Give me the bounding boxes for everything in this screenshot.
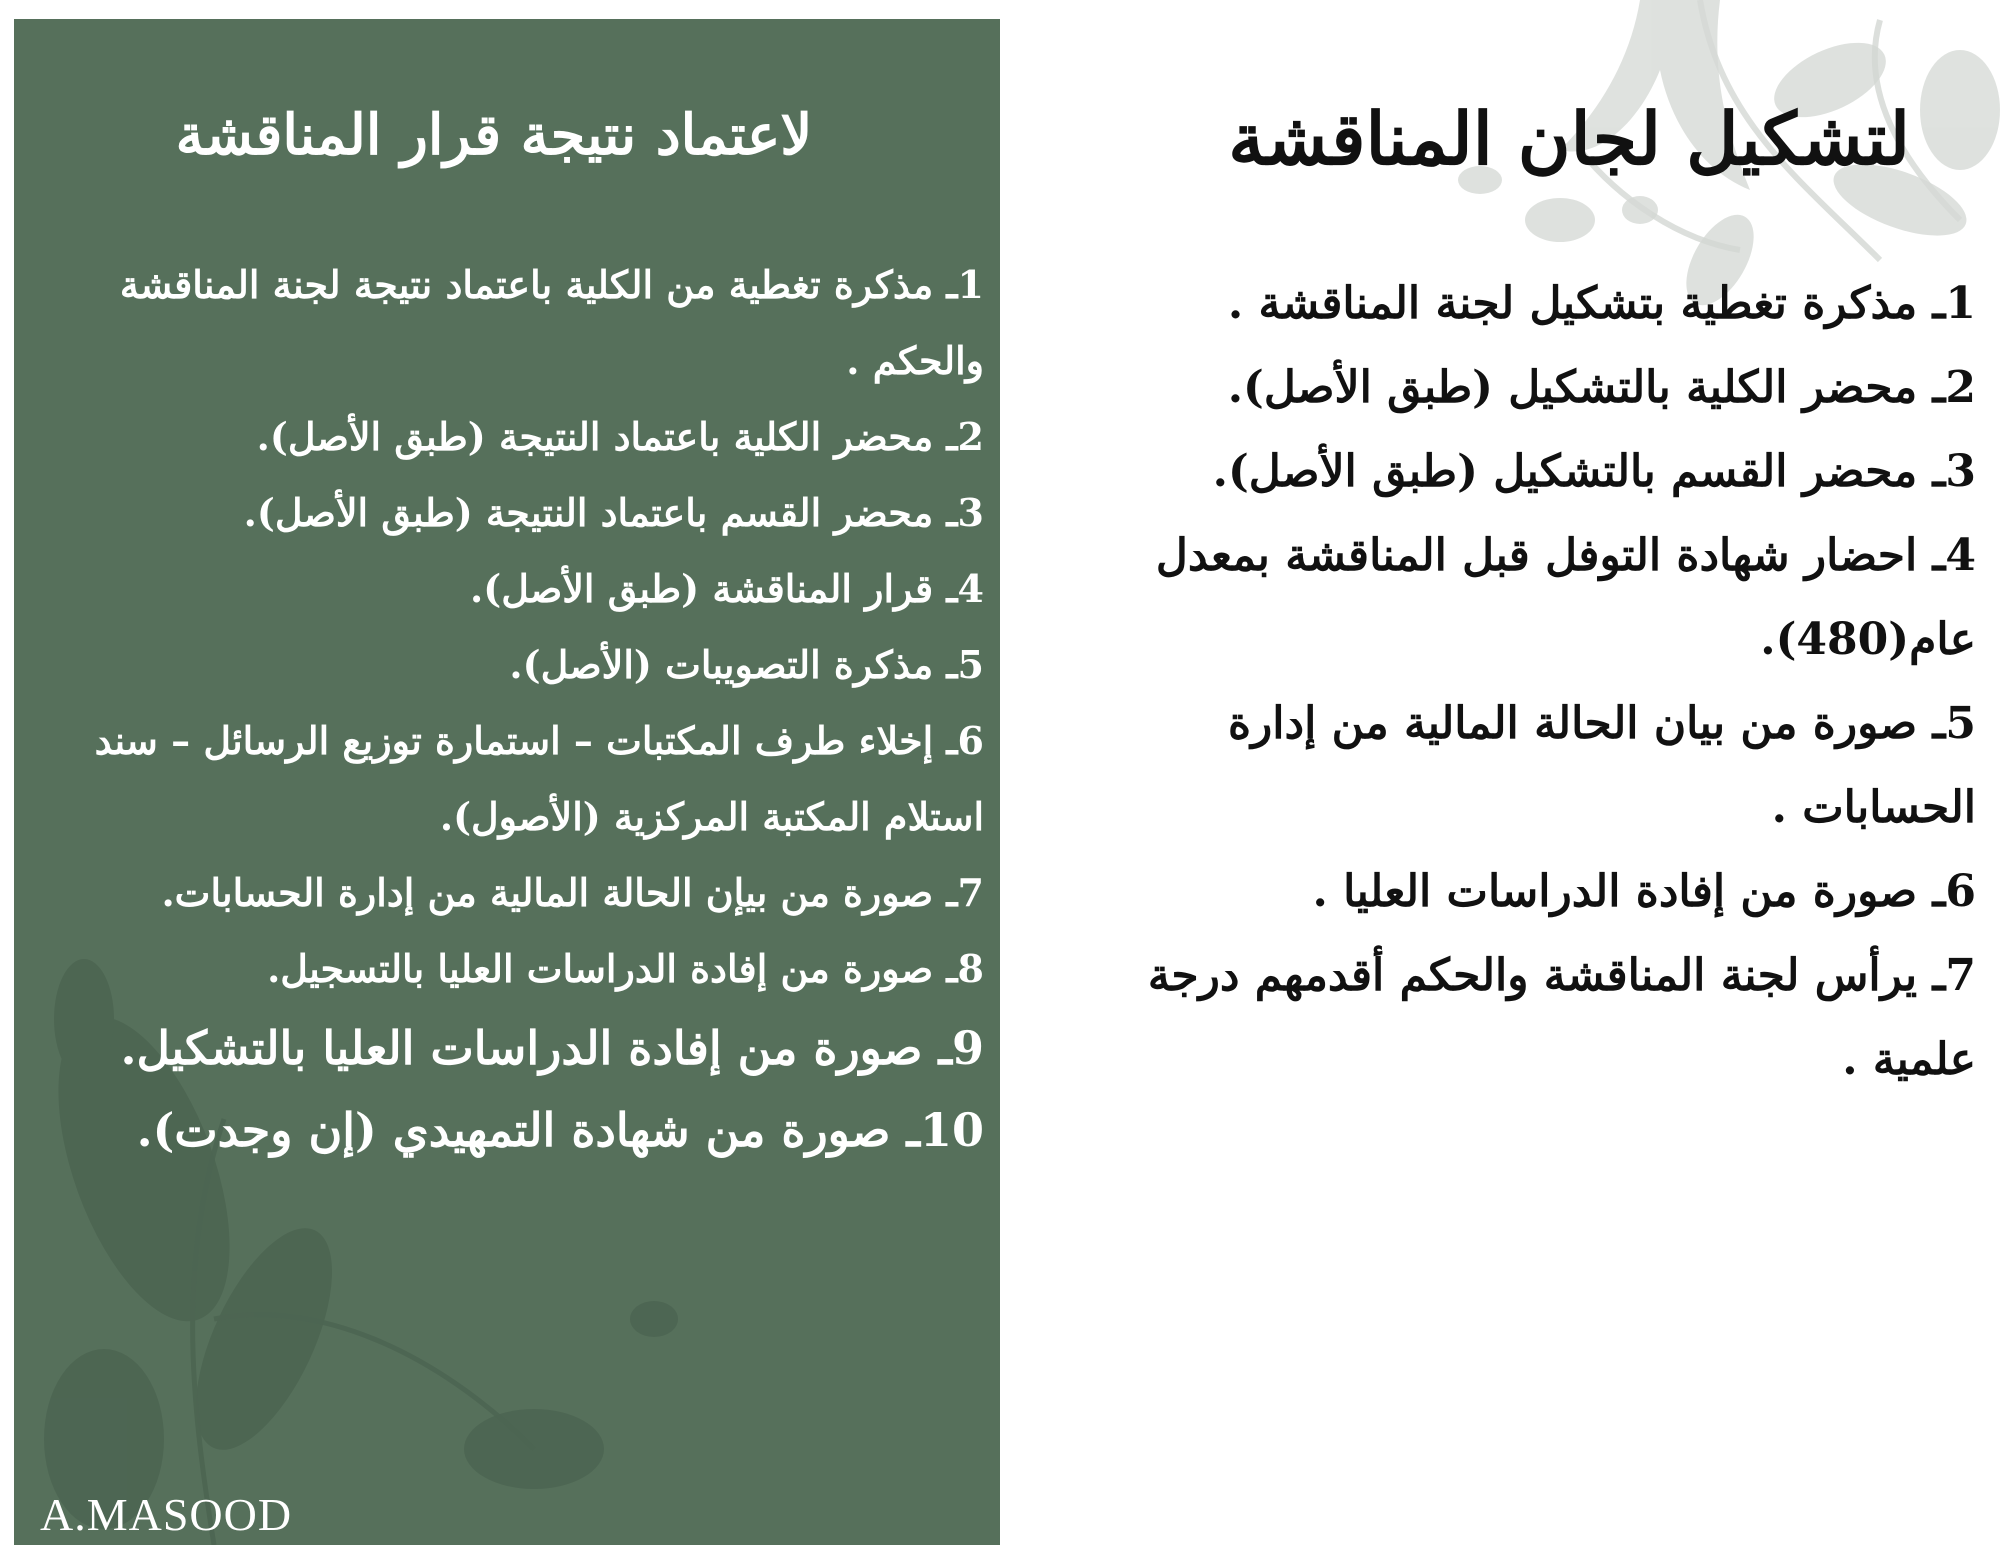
list-item: 3ـ محضر القسم بالتشكيل (طبق الأصل). (1212, 446, 1976, 497)
right-requirements-list (1060, 262, 1976, 1102)
list-item: 10ـ صورة من شهادة التمهيدي (إن وجدت). (136, 1103, 984, 1157)
left-panel (14, 19, 1000, 1545)
list-item: 2ـ محضر الكلية باعتماد النتيجة (طبق الأصل). (256, 414, 984, 459)
left-requirements-list (54, 247, 984, 1171)
list-item: 3ـ محضر القسم باعتماد النتيجة (طبق الأصل). (243, 490, 984, 535)
list-item: 6ـ إخلاء طرف المكتبات – استمارة توزيع الرسائل – سند استلام المكتبة المركزية (الأصول). (94, 718, 984, 839)
list-item: 6ـ صورة من إفادة الدراسات العليا . (1312, 866, 1976, 917)
list-item: 7ـ صورة من بيإن الحالة المالية من إدارة الحسابات. (161, 870, 984, 915)
list-item: 5ـ صورة من بيان الحالة المالية من إدارة الحسابات . (1227, 698, 1976, 833)
list-item: 1ـ مذكرة تغطية بتشكيل لجنة المناقشة . (1227, 278, 1976, 329)
list-item: 4ـ احضار شهادة التوفل قبل المناقشة بمعدل عام(480). (1155, 530, 1976, 665)
list-item: 4ـ قرار المناقشة (طبق الأصل). (470, 566, 984, 611)
list-item: 8ـ صورة من إفادة الدراسات العليا بالتسجيل. (267, 946, 984, 991)
right-section-title: لتشكيل لجان المناقشة (1228, 96, 1910, 181)
list-item: 1ـ مذكرة تغطية من الكلية باعتماد نتيجة لجنة المناقشة والحكم . (119, 262, 984, 383)
author-signature: A.MASOOD (40, 1489, 293, 1540)
left-panel-title: لاعتماد نتيجة قرار المناقشة (175, 102, 813, 168)
list-item: 5ـ مذكرة التصويبات (الأصل). (509, 642, 984, 687)
list-item: 2ـ محضر الكلية بالتشكيل (طبق الأصل). (1227, 362, 1976, 413)
list-item: 9ـ صورة من إفادة الدراسات العليا بالتشكيل. (120, 1021, 984, 1075)
list-item: 7ـ يرأس لجنة المناقشة والحكم أقدمهم درجة علمية . (1147, 950, 1976, 1085)
